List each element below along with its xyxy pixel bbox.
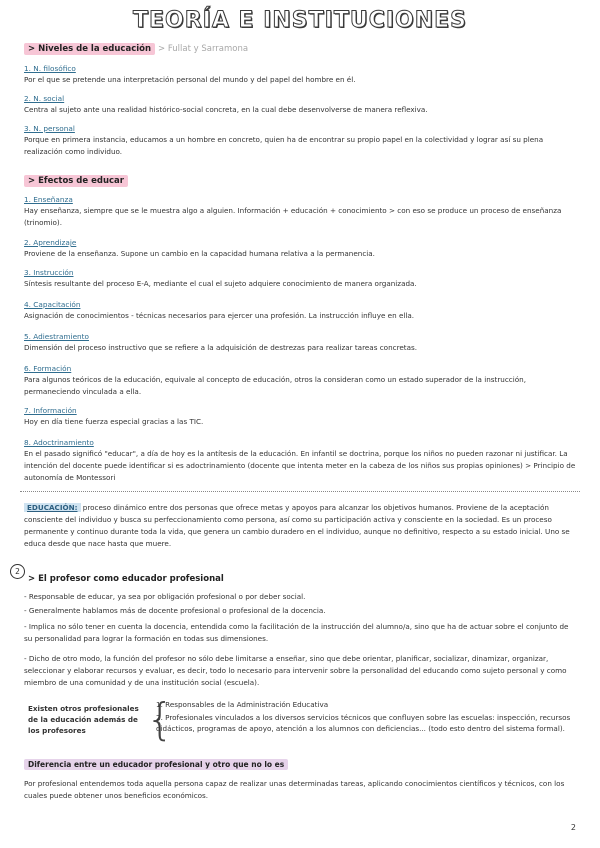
page-number: 2: [570, 823, 576, 832]
efectos-item-text: Síntesis resultante del proceso E-A, mediante el cual el sujeto adquiere conocimiento de manera organizada.: [24, 279, 417, 288]
efectos-item-label: 7. Información: [24, 406, 77, 415]
otros-profesionales-item: 1. Responsables de la Administración Educativa: [156, 700, 329, 709]
efectos-section-heading: [24, 176, 128, 186]
educacion-term: EDUCACIÓN:: [24, 503, 81, 512]
efectos-item-label: 5. Adiestramiento: [24, 332, 90, 341]
efectos-item-text: Dimensión del proceso instructivo que se refiere a la adquisición de destrezas para realizar tareas concretas.: [24, 343, 418, 352]
niveles-item-text: Centra al sujeto ante una realidad histórico-social concreta, en la cual debe desenvolverse de manera reflexiva.: [24, 105, 428, 114]
niveles-item-label: 3. N. personal: [24, 124, 75, 133]
niveles-heading: > Niveles de la educación: [24, 43, 155, 55]
educacion-text: proceso dinámico entre dos personas que ofrece metas y apoyos para alcanzar los objetivos humanos. Proviene de la aceptación consciente del individuo y busca su perfeccionamiento como persona, así como su participación activa y consciente en la sociedad. Es un proceso permanente y continuo durante toda la vida, que genera un cambio duradero en el individuo, aunque no definitivo, respecto a su estado inicial. Uno se educa desde que nace hasta que muere.: [24, 503, 570, 548]
niveles-item-text: Por el que se pretende una interpretación personal del mundo y del papel del hombre en él.: [24, 75, 356, 84]
diferencia-text: Por profesional entendemos toda aquella persona capaz de realizar unas determinadas tareas, aplicando conocimientos científicos y técnicos, con los cuales puede obtener unos beneficios económicos.: [24, 779, 565, 800]
otros-profesionales-item: 2. Profesionales vinculados a los diversos servicios técnicos que confluyen sobre las escuelas: inspección, recursos didácticos, programas de apoyo, atención a los alumnos con deficiencias... (todo esto dentro del sistema formal).: [156, 713, 571, 733]
profesor-bullet: - Dicho de otro modo, la función del profesor no sólo debe limitarse a enseñar, sino que debe orientar, planificar, socializar, dinamizar, organizar, seleccionar y elaborar recursos y evaluar, es decir, todo lo necesario para intervenir sobre la personalidad del educando como sujeto personal y como miembro de una comunidad y de una institución social (escuela).: [24, 654, 567, 687]
efectos-item-text: Para algunos teóricos de la educación, equivale al concepto de educación, otros la consideran como un estado superador de la instrucción, permaneciendo vinculada a ella.: [24, 375, 526, 396]
niveles-section-heading: [24, 44, 248, 54]
profesor-bullet: - Generalmente hablamos más de docente profesional o profesional de la docencia.: [24, 606, 326, 615]
diferencia-heading: Diferencia entre un educador profesional y otro que no lo es: [24, 759, 288, 770]
efectos-item-text: Hay enseñanza, siempre que se le muestra algo a alguien. Información + educación + conocimiento > con eso se produce un proceso de enseñanza (trinomio).: [24, 206, 562, 227]
dotted-divider: [20, 491, 580, 492]
profesor-bullet: - Implica no sólo tener en cuenta la docencia, entendida como la facilitación de la instrucción del alumno/a, sino que ha de actuar sobre el conjunto de su personalidad para lograr la formación en todas sus dimensiones.: [24, 622, 569, 643]
section-number-badge: 2: [10, 564, 25, 579]
otros-profesionales-label: Existen otros profesionales de la educación además de los profesores: [28, 704, 139, 735]
educacion-definition: [24, 502, 576, 550]
efectos-item-label: 6. Formación: [24, 364, 72, 373]
page-title: TEORÍA E INSTITUCIONES: [132, 8, 468, 33]
efectos-item-label: 3. Instrucción: [24, 268, 74, 277]
efectos-item-text: Proviene de la enseñanza. Supone un cambio en la capacidad humana relativa a la permanencia.: [24, 249, 375, 258]
niveles-item-text: Porque en primera instancia, educamos a un hombre en concreto, quien ha de encontrar su propio papel en la colectividad y lograr así su plena realización como individuo.: [24, 135, 544, 156]
efectos-heading: > Efectos de educar: [24, 175, 128, 187]
profesor-heading: > El profesor como educador profesional: [28, 574, 224, 584]
efectos-item-label: 2. Aprendizaje: [24, 238, 77, 247]
diferencia-section-heading: [24, 760, 288, 769]
efectos-item-label: 1. Enseñanza: [24, 195, 73, 204]
efectos-item-text: Asignación de conocimientos - técnicas necesarios para ejercer una profesión. La instrucción influye en ella.: [24, 311, 415, 320]
efectos-item-text: Hoy en día tiene fuerza especial gracias a las TIC.: [24, 417, 204, 426]
niveles-source: > Fullat y Sarramona: [158, 44, 249, 54]
efectos-item-label: 8. Adoctrinamiento: [24, 438, 94, 447]
efectos-item-label: 4. Capacitación: [24, 300, 81, 309]
niveles-item-label: 1. N. filosófico: [24, 64, 76, 73]
efectos-item-text: En el pasado significó "educar", a día de hoy es la antítesis de la educación. En infantil se doctrina, porque los niños no pueden razonar ni justificar. La intención del docente puede identificar si es adoctrinamiento (docente que intenta meter en la cabeza de los niños sus propias opiniones) > Principio de autonomía de Montessori: [24, 449, 576, 482]
curly-brace: {: [146, 694, 174, 745]
niveles-item-label: 2. N. social: [24, 94, 65, 103]
profesor-bullet: - Responsable de educar, ya sea por obligación profesional o por deber social.: [24, 592, 306, 601]
